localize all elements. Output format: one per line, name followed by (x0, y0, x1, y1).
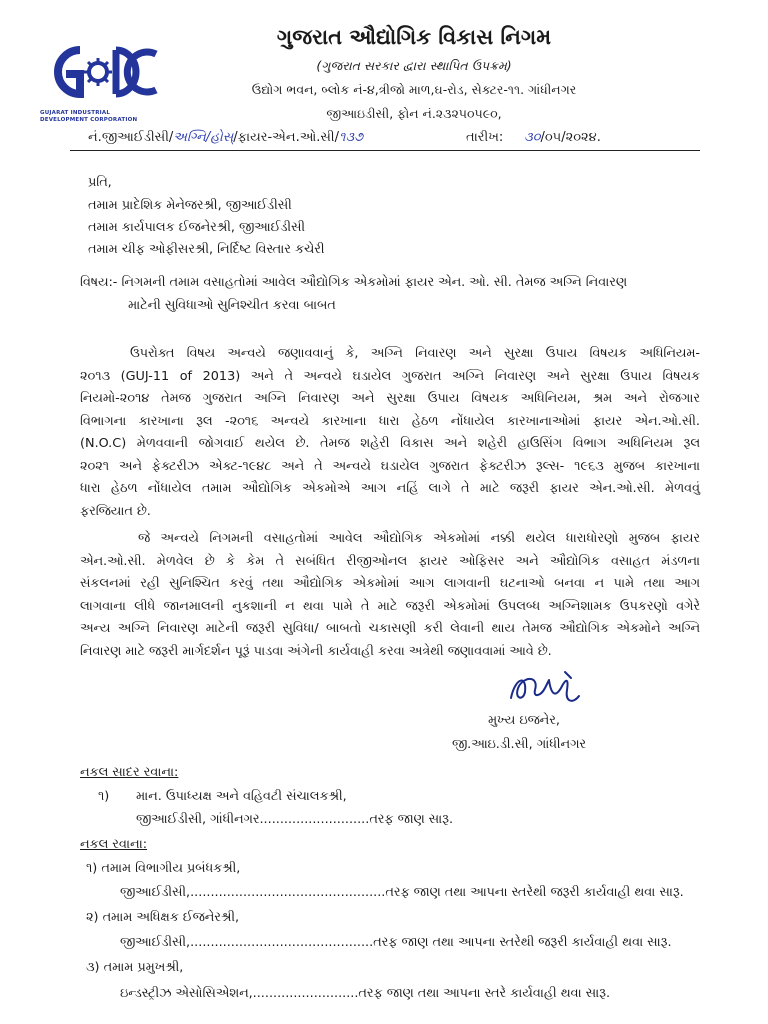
org-name: ગુજરાત ઔદ્યોગિક વિકાસ નિગમ (276, 25, 552, 49)
signature-mark (505, 668, 585, 710)
reference-middle: /ફાયર-એન.ઓ.સી/ (233, 130, 340, 145)
copy-item-3-line-2: ઇન્ડસ્ટ્રીઝ એસોસિએશન,..........................તરફ જાણ તથા આપના સ્તરે કાર્યવાહી થવા સારૂ. (120, 986, 611, 1001)
copy-sent-heading: નકલ સાદર રવાના: (80, 765, 179, 780)
copy-item-1-line-2: જીઆઈડીસી,................................................તરફ જાણ તથા આપના સ્તરેથી જરૂરી કાર્યવાહી થવા સારૂ. (120, 885, 684, 900)
para2-line: જે અન્વયે નિગમની વસાહતોમાં આવેલ ઔદ્યોગિક એકમોમાં નક્કી થયેલ ધારાધોરણો મુજબ ફાયર (138, 531, 700, 546)
para2-line: નિવારણ માટે જરૂરી માર્ગદર્શન પૂરૂં પાડવા અંગેની કાર્યવાહી કરવા અત્રેથી જણાવવામાં આવે છે. (80, 643, 552, 659)
address-line: ઉદ્યોગ ભવન, બ્લોક નં-૪,ત્રીજો માળ,ઘ-રોડ, સેક્ટર-૧૧. ગાંધીનગર (251, 82, 577, 97)
reference-number (88, 130, 363, 145)
para1-line: વિભાગના કારખાના રૂલ -૨૦૧૬ અન્વયે કારખાના ધારા હેઠળ નોંધાયેલ કારખાનાઓમાં ફાયર એન.ઓ.સી. (80, 413, 700, 429)
body-paragraph-2 (80, 528, 700, 663)
para1-line: નિયમો-૨૦૧૪ તેમજ ગુજરાત અગ્નિ નિવારણ અને સુરક્ષા ઉપાય વિષયક અધિનિયમ, શ્રમ અને રોજગાર (80, 391, 700, 406)
copy-heading: નકલ રવાના: (80, 837, 148, 852)
logo-subtitle-line1: GUJARAT INDUSTRIAL (40, 110, 111, 116)
para2-line: સંકલનમાં રહી સુનિશ્ચિત કરવું તથા ઔદ્યોગિક એકમોમાં આગ લાગવાની ઘટનાઓ બનવા ન પામે તથા આગ (80, 576, 700, 591)
para1-line: ઉપરોક્ત વિષય અન્વયે જણાવવાનું કે, અગ્નિ નિવારણ અને સુરક્ષા ઉપાય વિષયક અધિનિયમ- (130, 346, 700, 361)
signatory-designation: મુખ્ય ઇજનેર, (488, 713, 560, 728)
signatory-office: જી.આઇ.ડી.સી, ગાંધીનગર (452, 737, 587, 752)
copy-sent-item-line-1: માન. ઉપાધ્યક્ષ અને વહિવટી સંચાલકશ્રી, (136, 789, 347, 804)
para1-line: ૨૦૧૩ (GUJ-11 of 2013) અને તે અન્વયે ઘડાયેલ ગુજરાત અગ્નિ નિવારણ અને સુરક્ષા ઉપાય વિષયક (80, 368, 700, 384)
reference-prefix: નં.જીઆઈડીસી/ (88, 130, 174, 145)
copy-sent-item-line-2: જીઆઈડીસી, ગાંધીનગર...........................તરફ જાણ સારૂ. (136, 812, 454, 827)
para2-line: લાગવાના લીધે જાનમાલની નુકશાની ન થવા પામે તે માટે જરૂરી એકમોમાં ઉપલબ્ધ અગ્નિશામક ઉપકરણો વગેરે (80, 598, 700, 614)
para1-line: (N.O.C) મેળવવાની જોગવાઈ થયેલ છે. તેમજ શહેરી વિકાસ અને શહેરી હાઉસિંગ વિભાગ અધિનિયમ રૂલ (80, 436, 700, 451)
est-line: (ગુજરાત સરકાર દ્વારા સ્થાપિત ઉપક્રમ) (316, 58, 512, 73)
copy-sent-item-number: ૧) (98, 789, 110, 804)
para1-line: ૨૦૨૧ અને ફેક્ટરીઝ એક્ટ-૧૯૪૮ અને તે અન્વયે ઘડાયેલ ગુજરાત ફેક્ટરીઝ રૂલ્સ- ૧૯૬૩ મુજબ કારખાના (80, 458, 700, 474)
recipient-3: તમામ ચીફ ઓફીસરશ્રી, નિર્દિષ્ટ વિસ્તાર કચેરી (88, 242, 325, 257)
copy-item-1-line-1: ૧) તમામ વિભાગીય પ્રબંધકશ્રી, (86, 861, 241, 876)
phone-line: જીઆઇડીસી, ફોન નં.૨૩૨૫૦૫૯૦, (326, 106, 502, 121)
date-day: ૩૦ (523, 130, 541, 145)
subject-line-1: વિષય:- નિગમની તમામ વસાહતોમાં આવેલ ઔદ્યોગિક એકમોમાં ફાયર એન. ઓ. સી. તેમજ અગ્નિ નિવારણ (80, 275, 627, 290)
recipient-1: તમામ પ્રાદેશિક મેનેજરશ્રી, જીઆઈડીસી (88, 198, 292, 213)
copy-item-3-line-1: ૩) તમામ પ્રમુખશ્રી, (86, 960, 184, 975)
copy-item-2-line-1: ૨) તમામ અધિક્ષક ઈજનેરશ્રી, (86, 910, 240, 925)
para2-line: એન.ઓ.સી. મેળવેલ છે કે કેમ તે સબંધિત રીજીઓનલ ફાયર ઓફિસર અને ઔદ્યોગિક વસાહત મંડળના (80, 553, 700, 569)
logo-subtitle-line2: DEVELOPMENT CORPORATION (40, 117, 138, 123)
para1-line: ધારા હેઠળ નોંધાયેલ તમામ ઔદ્યોગિક એકમોએ આગ નહિં લાગે તે માટે જરૂરી ફાયર એન.ઓ.સી. મેળવવું (80, 481, 700, 496)
recipient-2: તમામ કાર્યપાલક ઈજનેરશ્રી, જીઆઈડીસી (88, 220, 306, 235)
handwritten-signature (505, 668, 585, 710)
header-divider (70, 150, 700, 151)
body-paragraph-1 (80, 343, 700, 523)
para1-line: ફરજિયાત છે. (80, 503, 151, 519)
date (466, 130, 601, 145)
subject-line-2: માટેની સુવિધાઓ સુનિશ્ચીત કરવા બાબત (128, 298, 336, 313)
prati: પ્રતિ, (88, 175, 112, 190)
reference-serial: ૧૩૭ (339, 130, 364, 145)
para2-line: અન્ય અગ્નિ નિવારણ માટેની જરૂરી સુવિધા/ બાબતો ચકાસણી કરી લેવાની થાય તેમજ ઔદ્યોગિક એકમોને અગ્નિ (80, 621, 700, 636)
date-rest: /૦૫/૨૦૨૪. (540, 130, 601, 145)
date-label: તારીખ: (466, 130, 504, 145)
copy-item-2-line-2: જીઆઈડીસી,.............................................તરફ જાણ તથા આપના સ્તરેથી જરૂરી કાર્યવાહી થવા સારૂ. (120, 935, 672, 950)
reference-handwritten: અગ્નિ/હોસ્ (173, 130, 234, 145)
